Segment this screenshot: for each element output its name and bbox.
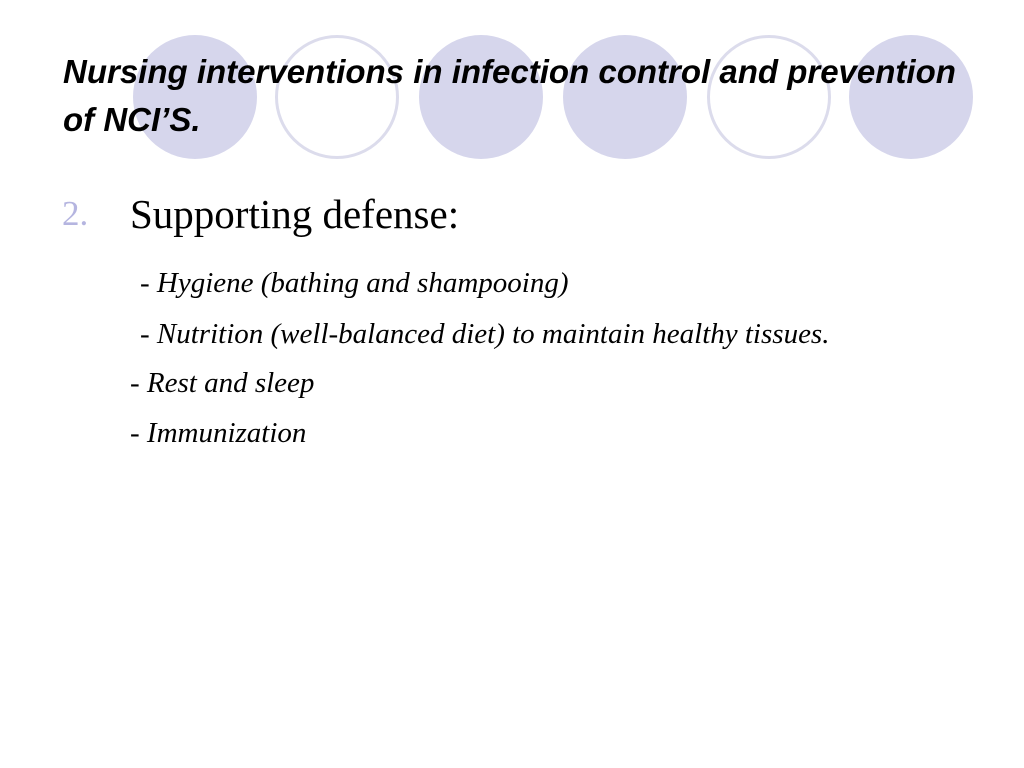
bullet-item-immunization: - Immunization (130, 417, 307, 449)
section-heading: Supporting defense: (130, 191, 460, 237)
section-number: 2. (62, 194, 89, 233)
section-header (62, 188, 962, 248)
bullet-item-rest-and-sleep: - Rest and sleep (130, 367, 315, 399)
slide-title: Nursing interventions in infection control and prevention of NCI’S. (63, 53, 956, 138)
bullet-item-nutrition: - Nutrition (well-balanced diet) to maintain healthy tissues. (140, 318, 830, 350)
bullet-item-hygiene: - Hygiene (bathing and shampooing) (140, 267, 569, 299)
